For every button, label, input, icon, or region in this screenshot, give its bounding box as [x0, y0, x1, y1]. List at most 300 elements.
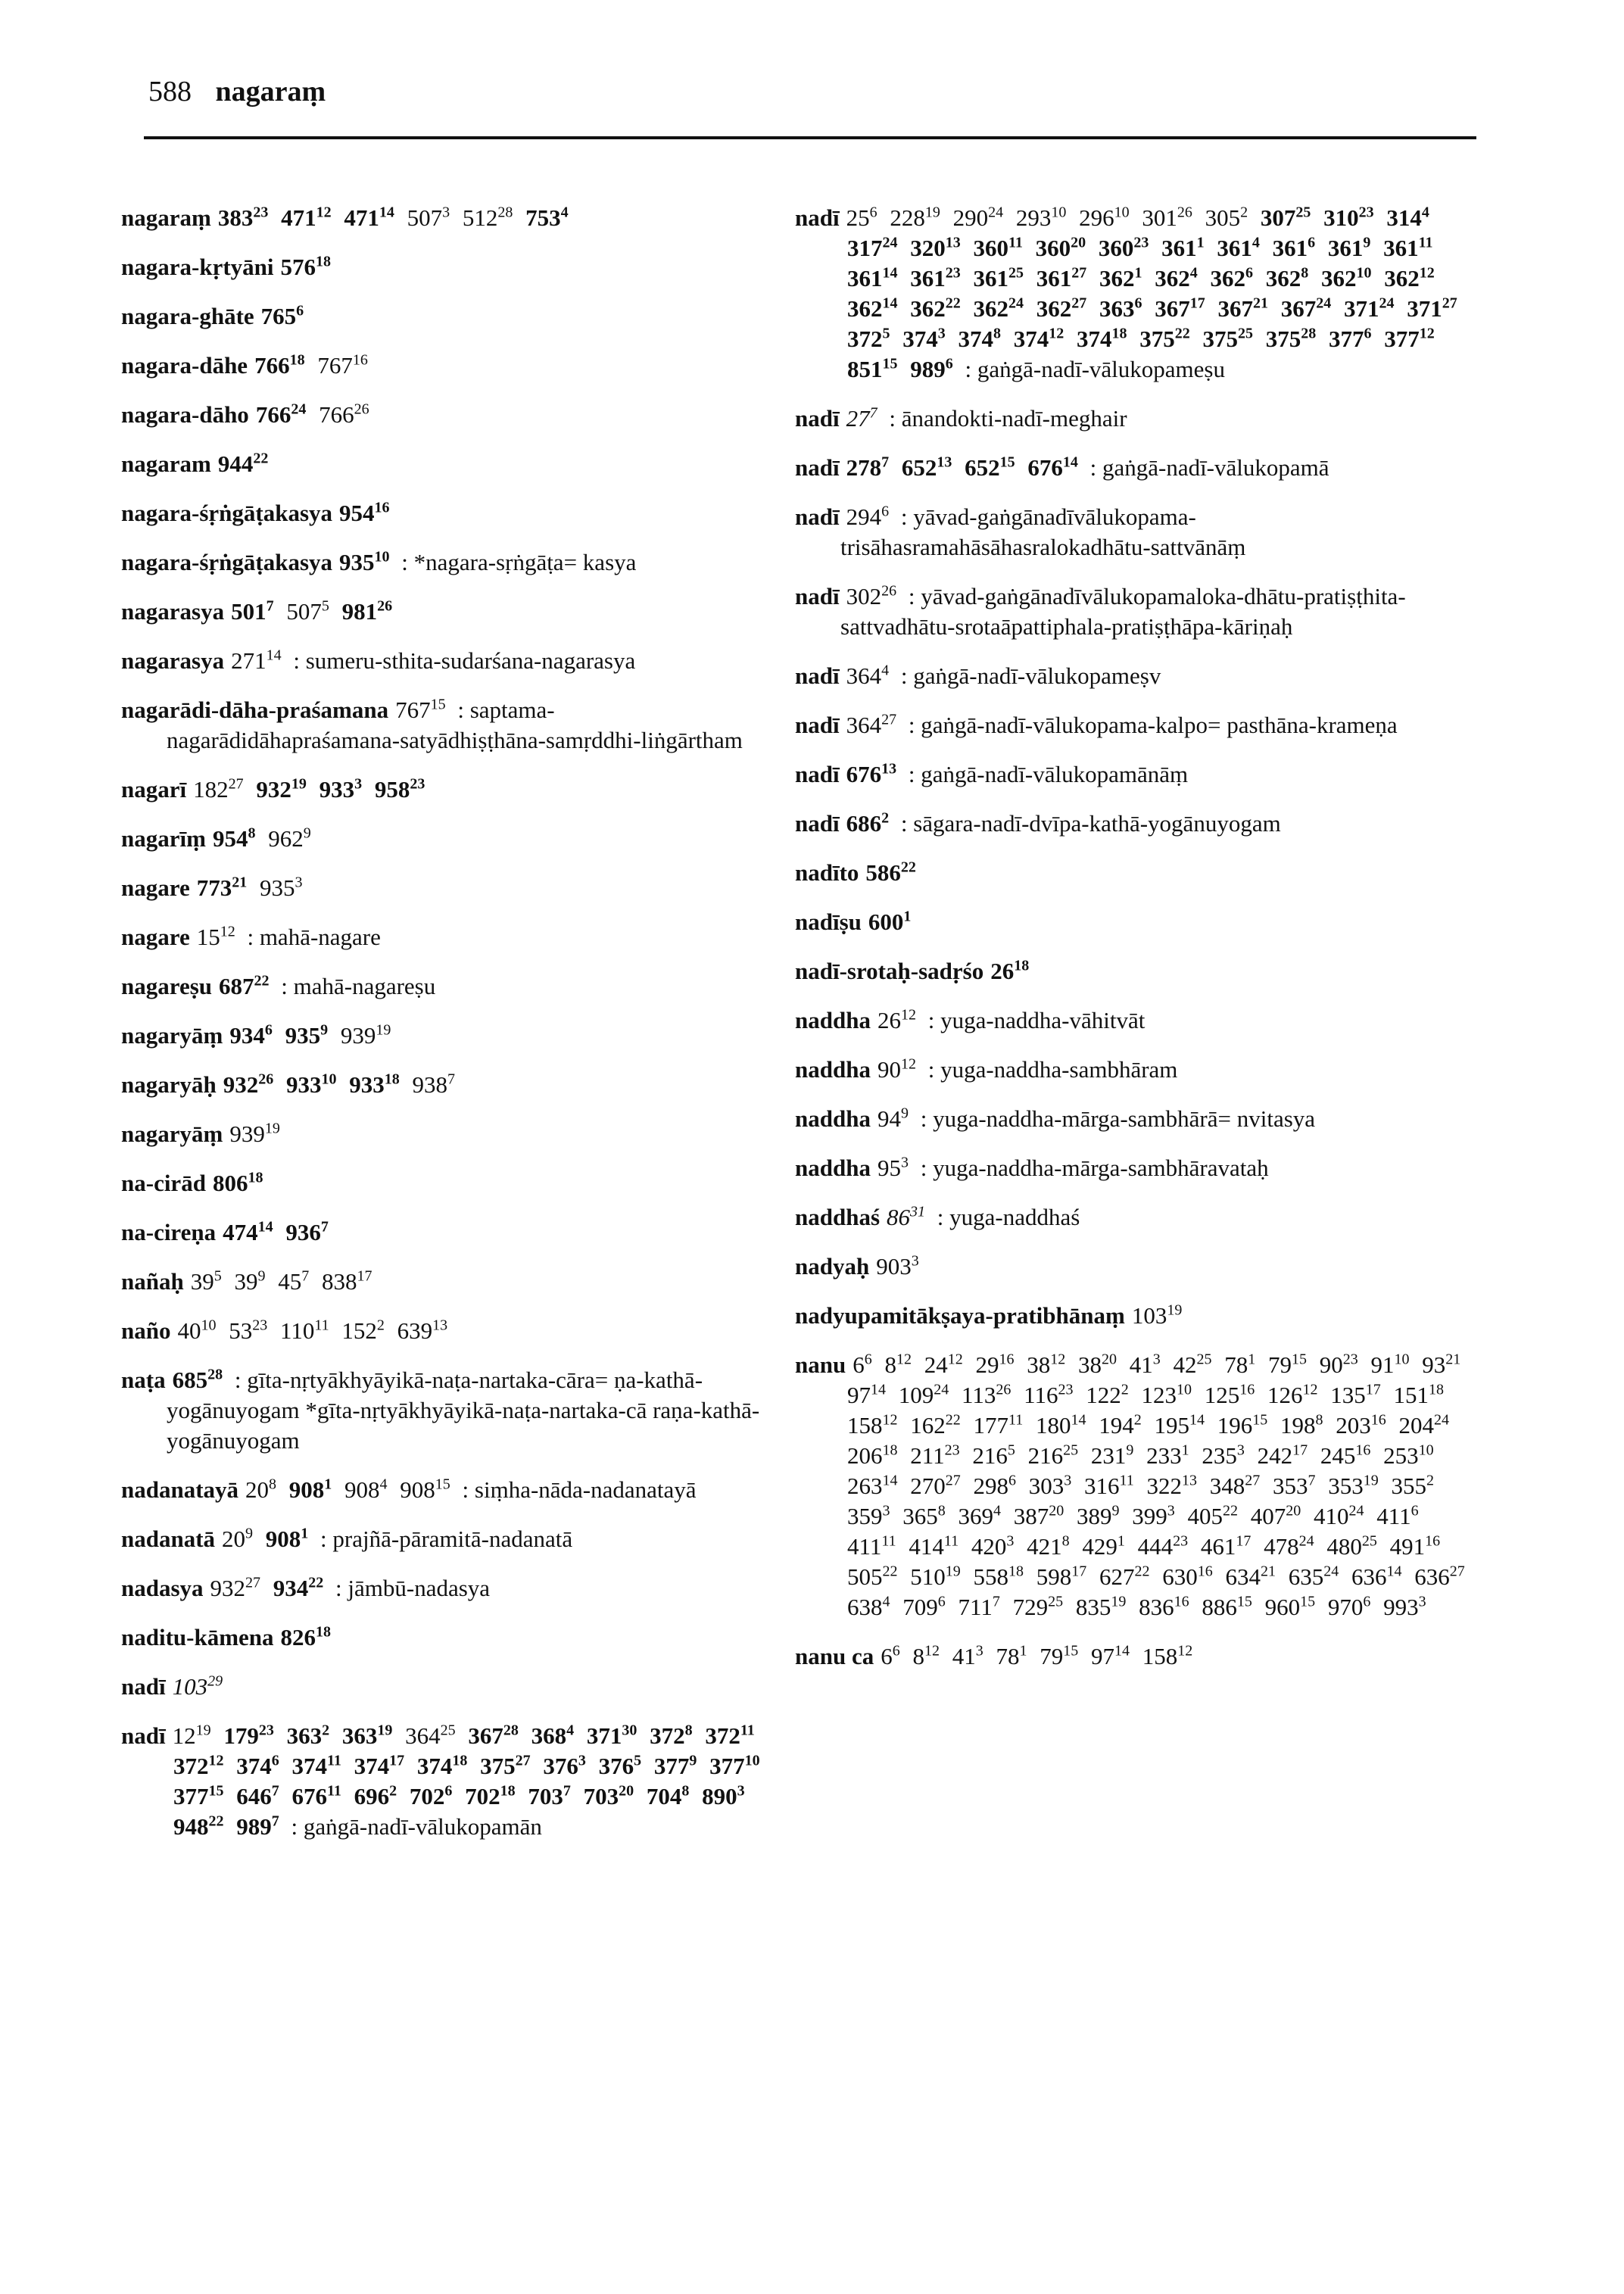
- reference-page: 444: [1137, 1533, 1174, 1560]
- reference-line: 1: [324, 1476, 332, 1493]
- reference-page: 364: [846, 662, 882, 689]
- reference-page: 235: [1202, 1442, 1237, 1469]
- reference-page: 600: [868, 909, 904, 935]
- reference-line: 9: [245, 1525, 254, 1542]
- reference-line: 23: [258, 1722, 274, 1739]
- page-reference: [1314, 1503, 1364, 1529]
- reference-line: 19: [376, 1021, 391, 1039]
- page-reference: [902, 326, 946, 352]
- gloss-text: : gīta-nṛtyākhyāyikā-naṭa-nartaka-cāra= ṇa-kathā-yogānuyogam *gīta-nṛtyākhyāyikā-naṭa-nartaka-cā raṇa-kathā-yogānuyogam: [167, 1367, 760, 1454]
- reference-line: 15: [1063, 1642, 1079, 1660]
- reference-page: 512: [462, 204, 498, 231]
- reference-page: 932: [210, 1575, 246, 1601]
- page-reference: [213, 1170, 263, 1196]
- reference-line: 22: [1223, 1502, 1238, 1519]
- reference-page: 507: [286, 598, 322, 625]
- reference-line: 23: [945, 264, 961, 282]
- page-reference: [1099, 295, 1142, 322]
- reference-line: 15: [882, 355, 898, 372]
- reference-line: 27: [1071, 264, 1087, 282]
- index-entry: [795, 956, 1476, 986]
- page-reference: [1132, 1302, 1183, 1329]
- page-reference: [319, 401, 369, 428]
- reference-line: 28: [503, 1722, 519, 1739]
- reference-page: 374: [291, 1753, 327, 1779]
- reference-line: 22: [945, 295, 961, 312]
- reference-line: 1: [1196, 234, 1205, 251]
- reference-line: 14: [882, 1472, 898, 1489]
- page-reference: [910, 235, 961, 261]
- page-reference: [587, 1722, 637, 1749]
- page-reference: [584, 1783, 634, 1809]
- page-reference: [974, 1412, 1024, 1438]
- reference-page: 310: [1323, 204, 1359, 231]
- reference-page: 125: [1204, 1382, 1240, 1408]
- index-entry: [121, 1119, 772, 1149]
- reference-line: 16: [1197, 1563, 1213, 1580]
- reference-line: 17: [1236, 1532, 1252, 1550]
- page-reference: [1084, 1473, 1134, 1499]
- page-reference: [847, 1503, 890, 1529]
- reference-line: 24: [1316, 295, 1332, 312]
- index-entry: [121, 252, 772, 282]
- page-reference: [865, 859, 916, 886]
- page-reference: [1326, 1533, 1377, 1560]
- page-reference: [1320, 1442, 1371, 1469]
- reference-page: 15: [196, 924, 220, 950]
- index-entry: [795, 809, 1476, 839]
- gloss-text: : yuga-naddha-sambhāram: [927, 1056, 1178, 1083]
- reference-page: 826: [280, 1624, 316, 1650]
- reference-line: 8: [1315, 1411, 1323, 1429]
- page-reference: [1029, 1473, 1072, 1499]
- reference-line: 11: [327, 1752, 341, 1769]
- reference-page: 375: [1139, 326, 1175, 352]
- reference-line: 24: [934, 1381, 949, 1398]
- reference-line: 18: [1014, 957, 1030, 974]
- reference-page: 630: [1162, 1563, 1198, 1590]
- index-entry: [121, 1070, 772, 1100]
- page-reference: [868, 909, 912, 935]
- reference-line: 10: [321, 1071, 337, 1088]
- page-reference: [417, 1753, 468, 1779]
- reference-page: 903: [876, 1253, 912, 1279]
- page-reference: [468, 1722, 519, 1749]
- page-reference: [1079, 204, 1130, 231]
- reference-line: 2: [881, 809, 890, 827]
- page-reference: [1086, 1382, 1129, 1408]
- reference-page: 53: [229, 1317, 253, 1344]
- reference-line: 18: [500, 1782, 516, 1800]
- page-reference: [1082, 1533, 1125, 1560]
- reference-line: 27: [1071, 295, 1087, 312]
- page-reference: [974, 265, 1024, 291]
- index-entry: [121, 775, 772, 805]
- reference-page: 316: [1084, 1473, 1120, 1499]
- page-reference: [910, 356, 953, 382]
- reference-page: 360: [1035, 235, 1071, 261]
- reference-line: 9: [320, 1021, 329, 1039]
- reference-page: 939: [229, 1121, 265, 1147]
- reference-page: 635: [1288, 1563, 1324, 1590]
- reference-page: 377: [653, 1753, 690, 1779]
- reference-line: 13: [432, 1317, 448, 1334]
- page-reference: [1201, 1533, 1252, 1560]
- reference-line: 27: [228, 775, 244, 793]
- headword: nañaḥ: [121, 1268, 184, 1295]
- page-reference: [1142, 204, 1192, 231]
- page-reference: [846, 454, 890, 481]
- reference-page: 38: [1027, 1351, 1051, 1378]
- reference-line: 28: [497, 204, 513, 221]
- reference-line: 3: [354, 775, 363, 793]
- reference-page: 372: [705, 1722, 740, 1749]
- reference-page: 377: [1384, 326, 1420, 352]
- reference-page: 182: [193, 776, 229, 803]
- page-reference: [407, 204, 450, 231]
- reference-line: 8: [248, 824, 256, 842]
- reference-line: 15: [1300, 1593, 1316, 1610]
- reference-page: 362: [1155, 265, 1190, 291]
- headword: nagara-kṛtyāni: [121, 254, 274, 280]
- reference-line: 10: [1418, 1442, 1434, 1459]
- reference-page: 103: [1131, 1302, 1167, 1329]
- page-reference: [972, 1442, 1015, 1469]
- index-entry: [121, 922, 772, 952]
- page-reference: [1258, 1442, 1308, 1469]
- headword: nagaryāḥ: [121, 1071, 217, 1098]
- reference-line: 26: [881, 582, 897, 600]
- reference-line: 22: [945, 1411, 961, 1429]
- page-reference: [375, 776, 425, 803]
- page-reference: [971, 1533, 1015, 1560]
- page-reference: [847, 1594, 890, 1620]
- headword: naditu-kāmena: [121, 1624, 274, 1650]
- page-reference: [1040, 1643, 1078, 1669]
- reference-page: 369: [958, 1503, 993, 1529]
- reference-page: 25: [846, 204, 870, 231]
- reference-line: 4: [1189, 264, 1198, 282]
- reference-line: 6: [1410, 1502, 1419, 1519]
- reference-line: 15: [430, 696, 446, 713]
- page-reference: [1351, 1563, 1402, 1590]
- reference-line: 21: [1253, 295, 1268, 312]
- reference-line: 22: [882, 1563, 898, 1580]
- reference-page: 685: [172, 1367, 208, 1393]
- reference-line: 16: [1355, 1442, 1371, 1459]
- reference-line: 19: [945, 1563, 961, 1580]
- headword: nagara-śṛṅgāṭakasya: [121, 549, 333, 575]
- reference-page: 886: [1202, 1594, 1237, 1620]
- page-reference: [910, 295, 961, 322]
- reference-page: 158: [1142, 1643, 1178, 1669]
- reference-line: 7: [992, 1593, 1000, 1610]
- page-reference: [173, 1753, 224, 1779]
- index-entry: [121, 1168, 772, 1198]
- reference-page: 480: [1326, 1533, 1362, 1560]
- page-reference: [876, 1253, 919, 1279]
- reference-line: 10: [374, 548, 390, 566]
- page-reference: [1328, 235, 1371, 261]
- right-column: [795, 203, 1476, 1691]
- reference-page: 938: [412, 1071, 447, 1098]
- page-reference: [531, 1722, 575, 1749]
- page-reference: [1383, 1594, 1426, 1620]
- reference-line: 7: [1308, 1472, 1316, 1489]
- page-reference: [1384, 326, 1435, 352]
- reference-line: 6: [444, 1782, 453, 1800]
- reference-page: 586: [865, 859, 901, 886]
- reference-line: 19: [924, 204, 940, 221]
- headword: nadī: [795, 810, 840, 837]
- reference-line: 1: [1248, 1351, 1256, 1368]
- page-reference: [285, 1022, 329, 1049]
- page-reference: [395, 697, 446, 723]
- headword: nagaram: [121, 450, 211, 477]
- headword: nadanatā: [121, 1526, 216, 1552]
- reference-line: 14: [1071, 1411, 1086, 1429]
- reference-line: 23: [410, 775, 425, 793]
- reference-page: 79: [1267, 1351, 1292, 1378]
- reference-line: 19: [195, 1722, 211, 1739]
- reference-page: 410: [1314, 1503, 1349, 1529]
- page-reference: [910, 265, 961, 291]
- page-reference: [910, 1442, 959, 1469]
- reference-page: 954: [212, 825, 248, 852]
- index-entry: [795, 453, 1476, 483]
- reference-page: 461: [1200, 1533, 1236, 1560]
- headword: nadī: [795, 204, 840, 231]
- reference-page: 962: [268, 825, 304, 852]
- page-reference: [1390, 1533, 1441, 1560]
- reference-page: 38: [1077, 1351, 1102, 1378]
- page-reference: [193, 776, 244, 803]
- page-reference: [528, 1783, 571, 1809]
- page-reference: [254, 352, 305, 379]
- page-reference: [173, 1722, 211, 1749]
- index-entry: [795, 661, 1476, 691]
- reference-page: 375: [480, 1753, 516, 1779]
- reference-page: 505: [847, 1563, 883, 1590]
- headword: naddhaś: [795, 1204, 881, 1230]
- reference-line: 6: [271, 1752, 279, 1769]
- headword: nadīto: [795, 859, 859, 886]
- index-entry: [795, 1202, 1476, 1233]
- page-reference: [705, 1722, 754, 1749]
- page-reference: [1261, 204, 1311, 231]
- reference-page: 376: [598, 1753, 634, 1779]
- page-reference: [910, 1412, 961, 1438]
- page-reference: [1028, 1442, 1079, 1469]
- page-reference: [1266, 265, 1309, 291]
- reference-page: 420: [971, 1533, 1007, 1560]
- reference-line: 11: [1008, 234, 1023, 251]
- headword: nadī: [795, 712, 840, 738]
- page-reference: [1077, 1503, 1120, 1529]
- reference-page: 411: [1376, 1503, 1411, 1529]
- page-reference: [959, 326, 1002, 352]
- reference-line: 18: [1428, 1381, 1444, 1398]
- page-reference: [285, 1219, 329, 1245]
- reference-line: 6: [1364, 325, 1372, 342]
- index-entry: [795, 759, 1476, 790]
- index-entry: [795, 1350, 1476, 1622]
- reference-page: 180: [1036, 1412, 1071, 1438]
- page-reference: [1217, 235, 1260, 261]
- reference-line: 23: [1133, 234, 1149, 251]
- reference-page: 702: [409, 1783, 445, 1809]
- reference-page: 353: [1273, 1473, 1308, 1499]
- headword: nadanatayā: [121, 1476, 239, 1503]
- reference-line: 7: [271, 1812, 279, 1830]
- gloss-text: : gaṅgā-nadī-vālukopamān: [291, 1813, 542, 1840]
- reference-line: 25: [1063, 1442, 1079, 1459]
- reference-line: 24: [1008, 295, 1024, 312]
- page-reference: [974, 1563, 1024, 1590]
- reference-page: 374: [958, 326, 993, 352]
- reference-page: 362: [910, 295, 946, 322]
- reference-line: 27: [515, 1752, 531, 1769]
- headword: nadī: [795, 503, 840, 530]
- page-reference: [1218, 295, 1269, 322]
- reference-line: 3: [295, 874, 303, 891]
- reference-line: 31: [910, 1203, 926, 1220]
- reference-line: 9: [1111, 1502, 1120, 1519]
- reference-line: 18: [316, 1623, 332, 1641]
- reference-page: 363: [1099, 295, 1135, 322]
- gloss-text: : sumeru-sthita-sudarśana-nagarasya: [293, 647, 636, 674]
- reference-line: 16: [1425, 1532, 1441, 1550]
- reference-line: 17: [1071, 1563, 1087, 1580]
- reference-page: 123: [1141, 1382, 1177, 1408]
- reference-line: 23: [1173, 1532, 1189, 1550]
- reference-line: 19: [291, 775, 307, 793]
- page-reference: [1132, 1503, 1175, 1529]
- reference-page: 766: [319, 401, 354, 428]
- reference-line: 20: [1071, 234, 1086, 251]
- page-reference: [1393, 1382, 1444, 1408]
- reference-page: 372: [847, 326, 883, 352]
- reference-page: 389: [1077, 1503, 1112, 1529]
- page-reference: [223, 1071, 274, 1098]
- gloss-text: : gaṅgā-nadī-vālukopamā: [1089, 454, 1329, 481]
- reference-page: 362: [1099, 265, 1135, 291]
- reference-page: 270: [910, 1473, 946, 1499]
- reference-line: 6: [937, 1593, 946, 1610]
- reference-line: 19: [1363, 1472, 1379, 1489]
- headword: nadyupamitākṣaya-pratibhānaṃ: [795, 1302, 1125, 1329]
- reference-line: 1: [301, 1525, 309, 1542]
- index-entry: [121, 597, 772, 627]
- page-reference: [1014, 1503, 1064, 1529]
- headword: naddha: [795, 1056, 871, 1083]
- reference-line: 15: [208, 1782, 224, 1800]
- reference-page: 374: [1013, 326, 1049, 352]
- reference-page: 766: [255, 401, 291, 428]
- reference-line: 22: [900, 859, 916, 876]
- page-reference: [177, 1317, 216, 1344]
- index-entry: [795, 1251, 1476, 1282]
- header-rule: [144, 136, 1476, 139]
- reference-line: 23: [1358, 204, 1374, 221]
- reference-line: 17: [1365, 1381, 1381, 1398]
- index-entry: [795, 1153, 1476, 1183]
- reference-page: 765: [260, 303, 297, 329]
- reference-line: 26: [258, 1071, 274, 1088]
- reference-page: 116: [1024, 1382, 1058, 1408]
- page-reference: [1036, 1563, 1087, 1590]
- page-reference: [234, 1268, 265, 1295]
- reference-page: 361: [1383, 235, 1419, 261]
- headword: nagara-dāhe: [121, 352, 248, 379]
- reference-line: 27: [881, 711, 897, 728]
- reference-page: 206: [847, 1442, 883, 1469]
- reference-line: 3: [737, 1782, 745, 1800]
- reference-page: 954: [339, 500, 375, 526]
- reference-line: 1: [1117, 1532, 1125, 1550]
- page-reference: [543, 1753, 586, 1779]
- index-entry: [795, 1641, 1476, 1672]
- reference-line: 12: [882, 1411, 898, 1429]
- reference-line: 23: [253, 204, 269, 221]
- reference-line: 20: [1101, 1351, 1117, 1368]
- index-entry: [795, 1301, 1476, 1331]
- reference-page: 474: [223, 1219, 258, 1245]
- gloss-text: : sāgara-nadī-dvīpa-kathā-yogānuyogam: [900, 810, 1281, 837]
- index-entry: [121, 646, 772, 676]
- page-reference: [1414, 1563, 1465, 1590]
- reference-page: 576: [280, 254, 316, 280]
- reference-page: 151: [1393, 1382, 1429, 1408]
- page-reference: [847, 326, 890, 352]
- page-reference: [173, 1813, 224, 1840]
- reference-page: 371: [1344, 295, 1379, 322]
- page-reference: [974, 1473, 1017, 1499]
- page-reference: [1036, 235, 1086, 261]
- page-reference: [599, 1753, 642, 1779]
- page-reference: [709, 1753, 760, 1779]
- page-reference: [1328, 1473, 1379, 1499]
- gloss-text: : siṃha-nāda-nadanatayā: [462, 1476, 697, 1503]
- reference-line: 8: [1061, 1532, 1070, 1550]
- page-reference: [1027, 1351, 1065, 1378]
- reference-page: 6: [881, 1643, 893, 1669]
- headword: nadyaḥ: [795, 1253, 870, 1279]
- page-reference: [846, 810, 890, 837]
- reference-page: 90: [1319, 1351, 1343, 1378]
- page-reference: [354, 1753, 405, 1779]
- reference-page: 97: [847, 1382, 871, 1408]
- reference-line: 14: [257, 1218, 273, 1236]
- reference-page: 365: [902, 1503, 938, 1529]
- reference-page: 935: [259, 874, 295, 901]
- page-reference: [975, 1351, 1014, 1378]
- reference-page: 363: [286, 1722, 323, 1749]
- reference-page: 377: [173, 1783, 209, 1809]
- reference-page: 8: [912, 1643, 924, 1669]
- page-reference: [959, 1594, 1000, 1620]
- page-reference: [261, 303, 304, 329]
- index-entry: [795, 907, 1476, 937]
- reference-page: 686: [846, 810, 882, 837]
- reference-page: 936: [285, 1219, 321, 1245]
- reference-page: 97: [1090, 1643, 1114, 1669]
- reference-page: 194: [1099, 1412, 1134, 1438]
- reference-page: 296: [1079, 204, 1114, 231]
- reference-line: 11: [881, 1532, 896, 1550]
- reference-page: 42: [1173, 1351, 1197, 1378]
- index-entry: [121, 1021, 772, 1051]
